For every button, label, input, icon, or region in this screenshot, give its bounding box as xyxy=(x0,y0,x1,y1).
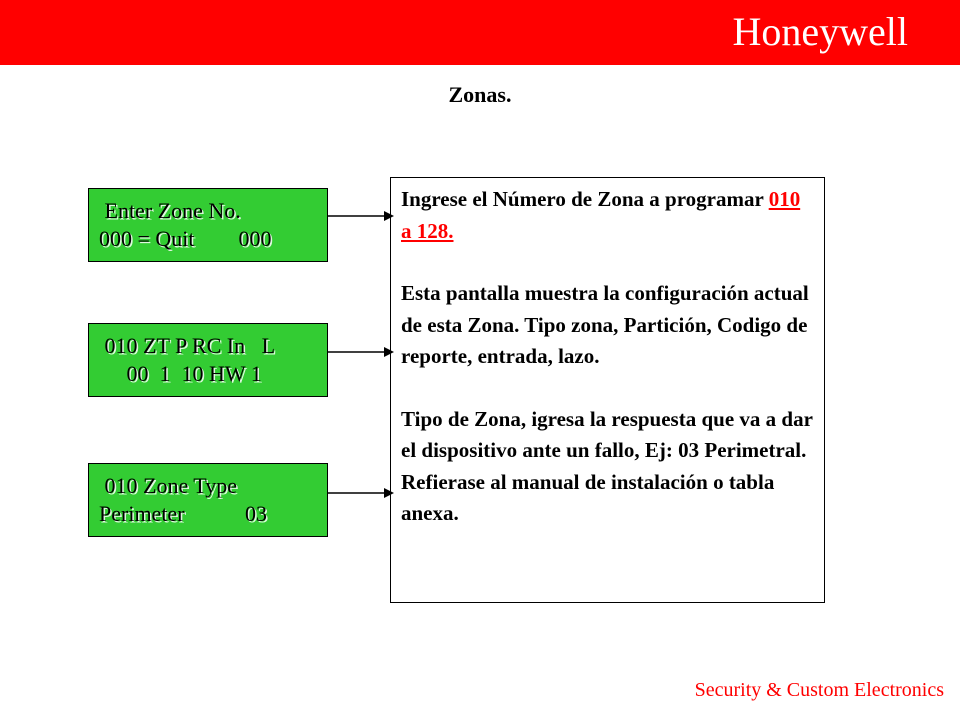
lcd-screen-zone-type xyxy=(88,463,328,537)
zone-range: 010 a 128. xyxy=(401,187,801,243)
lcd-line: Enter Zone No. xyxy=(99,198,241,223)
lcd-line: 00 1 10 HW 1 xyxy=(99,361,262,386)
arrow-icon xyxy=(328,342,394,362)
lcd-line: 000 = Quit 000 xyxy=(99,226,272,251)
lcd-screen-enter-zone xyxy=(88,188,328,262)
slide-title: Zonas. xyxy=(448,82,512,107)
paragraph-gap xyxy=(401,373,814,404)
header-bar xyxy=(0,0,960,65)
intro-text: Ingrese el Número de Zona a programar xyxy=(401,187,769,211)
lcd-line: 010 Zone Type xyxy=(99,473,237,498)
footer-text: Security & Custom Electronics xyxy=(694,679,944,701)
lcd-line: Perimeter 03 xyxy=(99,501,268,526)
description-box xyxy=(390,177,825,603)
arrow-icon xyxy=(328,206,394,226)
description-intro xyxy=(401,184,814,247)
description-para3: Tipo de Zona, igresa la respuesta que va a dar el dispositivo ante un fallo, Ej: 03 Perimetral. xyxy=(401,406,813,462)
brand-logo: Honeywell xyxy=(732,9,908,54)
arrow-icon xyxy=(328,483,394,503)
paragraph-gap xyxy=(401,247,814,278)
lcd-line: 010 ZT P RC In L xyxy=(99,333,276,358)
description-para2: Esta pantalla muestra la configuración actual de esta Zona. Tipo zona, Partición, Codigo de reporte, entrada, lazo. xyxy=(401,281,809,368)
description-para4: Refierase al manual de instalación o tabla anexa. xyxy=(401,469,775,525)
lcd-screen-zone-config xyxy=(88,323,328,397)
